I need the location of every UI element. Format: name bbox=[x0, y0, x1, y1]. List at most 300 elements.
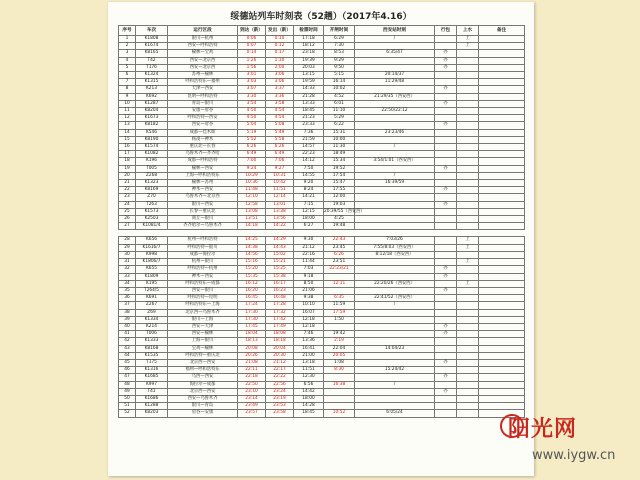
table-cell: 3:30 bbox=[238, 93, 266, 100]
table-cell: 1:30 bbox=[266, 57, 294, 64]
table-cell: 3:06 bbox=[266, 72, 294, 79]
table-cell: T264/5 bbox=[136, 287, 168, 294]
table-cell: 20:05 bbox=[324, 352, 355, 359]
table-cell bbox=[435, 43, 457, 50]
table-cell: 9:18 bbox=[294, 273, 324, 280]
table-cell: K8182 bbox=[136, 122, 168, 129]
table-cell bbox=[457, 374, 479, 381]
table-cell: 23:57 bbox=[238, 410, 266, 417]
table-cell: K1808 bbox=[136, 36, 168, 43]
table-cell: / bbox=[355, 302, 435, 309]
table-cell: 33 bbox=[119, 273, 136, 280]
table-cell bbox=[324, 374, 355, 381]
table-cell: 9:38 bbox=[294, 295, 324, 302]
table-row bbox=[119, 280, 525, 287]
table-cell: 19:03 bbox=[324, 201, 355, 208]
table-cell: K1686 bbox=[136, 395, 168, 402]
table-cell: 41 bbox=[119, 331, 136, 338]
table-cell: 乌西—西安 bbox=[168, 374, 238, 381]
table-cell: 15:47 bbox=[324, 180, 355, 187]
table-cell: 8:12/18（西安西） bbox=[355, 251, 435, 258]
table-cell: 18:00 bbox=[294, 216, 324, 223]
table-cell: 北京西—西安 bbox=[168, 359, 238, 366]
table-row bbox=[119, 367, 525, 374]
table-cell bbox=[435, 295, 457, 302]
table-cell: 12:00 bbox=[324, 194, 355, 201]
table-cell bbox=[457, 144, 479, 151]
table-cell: 6:01 bbox=[324, 100, 355, 107]
table-cell: 7:30 bbox=[324, 43, 355, 50]
table-row bbox=[119, 194, 525, 201]
table-cell: 7:03/26 bbox=[355, 237, 435, 244]
table-cell bbox=[457, 352, 479, 359]
table-cell: 办 bbox=[435, 374, 457, 381]
table-cell: 5:04 bbox=[238, 122, 266, 129]
table-cell: 8 bbox=[119, 86, 136, 93]
table-cell: 9 bbox=[119, 93, 136, 100]
table-cell bbox=[479, 316, 525, 323]
table-cell: 4:50 bbox=[238, 115, 266, 122]
table-cell: 福州—呼和浩特东 bbox=[168, 367, 238, 374]
table-cell: 西安—呼和浩特 bbox=[168, 43, 238, 50]
table-cell: 11:51 bbox=[266, 187, 294, 194]
table-cell: 23:14 bbox=[238, 395, 266, 402]
table-cell: K1673 bbox=[136, 115, 168, 122]
table-cell: 6:26 bbox=[238, 144, 266, 151]
table-cell: 16:23 bbox=[266, 287, 294, 294]
watermark-url: www.iygw.cn bbox=[532, 448, 616, 463]
col-header: 序号 bbox=[119, 26, 136, 36]
table-cell: 45 bbox=[119, 359, 136, 366]
table-cell: 23:58 bbox=[266, 410, 294, 417]
table-cell: 3 bbox=[119, 50, 136, 57]
table-cell: K1323 bbox=[136, 180, 168, 187]
table-cell: 呼和浩特东—成都 bbox=[168, 280, 238, 287]
table-cell: 13:51 bbox=[238, 216, 266, 223]
table-cell: 10 bbox=[119, 100, 136, 107]
table-cell: 16:17 bbox=[266, 280, 294, 287]
table-cell bbox=[457, 309, 479, 316]
table-cell: 22:43 bbox=[324, 237, 355, 244]
col-header: 运行区段 bbox=[168, 26, 238, 36]
table-cell: K692 bbox=[136, 93, 168, 100]
table-cell: 11:51 bbox=[294, 367, 324, 374]
table-cell: 22:56 bbox=[266, 381, 294, 388]
table-cell: 榆林—西安 bbox=[168, 165, 238, 172]
table-cell: T006 bbox=[136, 331, 168, 338]
table-cell bbox=[355, 273, 435, 280]
table-cell bbox=[479, 374, 525, 381]
table-cell: 齐齐哈尔—乌鲁木齐 bbox=[168, 223, 238, 230]
table-cell: 17:42 bbox=[266, 316, 294, 323]
table-row bbox=[119, 43, 525, 50]
table-row bbox=[119, 50, 525, 57]
table-cell bbox=[355, 115, 435, 122]
table-cell bbox=[479, 144, 525, 151]
table-cell: 11:44 bbox=[294, 259, 324, 266]
table-cell: / bbox=[355, 381, 435, 388]
table-cell bbox=[457, 165, 479, 172]
table-cell bbox=[479, 194, 525, 201]
table-cell: 15:20 bbox=[238, 266, 266, 273]
table-cell: 西安—北京西 bbox=[168, 64, 238, 71]
table-cell bbox=[355, 201, 435, 208]
table-cell: 3:54/1:01（西安西） bbox=[355, 158, 435, 165]
table-cell: Z70 bbox=[136, 194, 168, 201]
table-row bbox=[119, 403, 525, 410]
table-cell: 7:36 bbox=[294, 129, 324, 136]
table-cell: 16:41 bbox=[294, 345, 324, 352]
table-cell: 16:39/59 bbox=[355, 180, 435, 187]
table-cell bbox=[355, 136, 435, 143]
table-cell: K1685 bbox=[136, 374, 168, 381]
table-row bbox=[119, 129, 525, 136]
table-cell: 4:25 bbox=[324, 216, 355, 223]
table-cell: 14:28 bbox=[294, 403, 324, 410]
table-cell bbox=[435, 151, 457, 158]
table-cell: 昆明—呼和浩特 bbox=[168, 93, 238, 100]
table-cell bbox=[479, 151, 525, 158]
table-row bbox=[119, 309, 525, 316]
table-cell: 7:15 bbox=[294, 201, 324, 208]
table-cell: K1334 bbox=[136, 316, 168, 323]
table-cell bbox=[479, 309, 525, 316]
table-cell: 4:50 bbox=[238, 108, 266, 115]
table-cell bbox=[479, 122, 525, 129]
table-cell bbox=[355, 331, 435, 338]
table-cell: 西安—榆林 bbox=[168, 331, 238, 338]
table-cell bbox=[457, 115, 479, 122]
table-cell: 杭州—银川 bbox=[168, 259, 238, 266]
table-row bbox=[119, 93, 525, 100]
table-cell: 乌鲁木齐—齐齐哈 bbox=[168, 151, 238, 158]
table-cell bbox=[324, 395, 355, 402]
table-cell bbox=[479, 359, 525, 366]
table-cell: 上 bbox=[457, 36, 479, 43]
table-row bbox=[119, 374, 525, 381]
table-cell: 51 bbox=[119, 403, 136, 410]
table-cell: 23 bbox=[119, 194, 136, 201]
table-cell: 15:34 bbox=[324, 158, 355, 165]
table-cell: 7:00 bbox=[238, 158, 266, 165]
page-title: 绥德站列车时刻表（52趟）（2017年4.16） bbox=[230, 12, 412, 22]
table-cell bbox=[457, 316, 479, 323]
table-cell: 24 bbox=[119, 201, 136, 208]
table-cell bbox=[479, 57, 525, 64]
table-cell bbox=[435, 381, 457, 388]
table-cell: 呼和浩特—昆明 bbox=[168, 295, 238, 302]
gap-cell bbox=[119, 230, 525, 237]
table-cell bbox=[457, 57, 479, 64]
table-cell: 14:38 bbox=[238, 244, 266, 251]
table-cell bbox=[479, 43, 525, 50]
table-cell: 17:24 bbox=[238, 302, 266, 309]
table-cell: 8:24 bbox=[294, 187, 324, 194]
table-cell: 15:02 bbox=[266, 251, 294, 258]
table-cell: 20:39/55（西安西） bbox=[324, 208, 365, 214]
table-cell: 26 bbox=[119, 216, 136, 223]
table-cell bbox=[457, 172, 479, 179]
table-cell: 神木—西安 bbox=[168, 187, 238, 194]
table-cell: 6:49 bbox=[266, 151, 294, 158]
table-cell: 17:55 bbox=[324, 187, 355, 194]
table-cell: 5:58 bbox=[266, 136, 294, 143]
table-cell bbox=[479, 158, 525, 165]
table-cell bbox=[457, 338, 479, 345]
table-cell: K1809 bbox=[136, 273, 168, 280]
table-cell: 35 bbox=[119, 287, 136, 294]
table-cell bbox=[479, 338, 525, 345]
table-cell: 14:57 bbox=[294, 144, 324, 151]
table-row bbox=[119, 108, 525, 115]
table-cell bbox=[479, 79, 525, 86]
table-row bbox=[119, 323, 525, 330]
table-cell: 1:26 bbox=[238, 57, 266, 64]
table-cell: 17:28 bbox=[266, 302, 294, 309]
table-cell: 18:04 bbox=[238, 331, 266, 338]
table-cell: 9:24 bbox=[238, 165, 266, 172]
table-cell: 20:03 bbox=[294, 64, 324, 71]
col-header: 发出（新） bbox=[266, 26, 294, 36]
table-cell: K1082 bbox=[136, 151, 168, 158]
table-cell bbox=[457, 331, 479, 338]
table-cell bbox=[457, 201, 479, 208]
table-cell: Z267 bbox=[136, 302, 168, 309]
table-cell bbox=[479, 367, 525, 374]
table-row bbox=[119, 316, 525, 323]
table-cell bbox=[435, 194, 457, 201]
table-cell: 西安—银川 bbox=[168, 287, 238, 294]
table-cell: 10:36 bbox=[238, 180, 266, 187]
table-cell: 5:08 bbox=[266, 122, 294, 129]
table-cell: 22:23 bbox=[294, 151, 324, 158]
table-cell: 3:58 bbox=[266, 100, 294, 107]
table-cell: 银川—青岛 bbox=[168, 403, 238, 410]
table-cell: 23:45 bbox=[324, 244, 355, 251]
table-cell: 0:07 bbox=[238, 43, 266, 50]
table-cell: 15:31 bbox=[324, 129, 355, 136]
table-cell bbox=[435, 144, 457, 151]
table-cell: 20:04 bbox=[266, 345, 294, 352]
table-row bbox=[119, 331, 525, 338]
table-cell: 上海—银川 bbox=[168, 338, 238, 345]
table-cell bbox=[457, 403, 479, 410]
table-cell bbox=[435, 136, 457, 143]
table-cell: 2:19 bbox=[324, 338, 355, 345]
table-cell bbox=[355, 194, 435, 201]
table-cell: 12:18 bbox=[294, 323, 324, 330]
table-cell bbox=[479, 273, 525, 280]
table-cell: K1316 bbox=[136, 367, 168, 374]
table-cell: 13:33 bbox=[294, 100, 324, 107]
table-cell: 19 bbox=[119, 165, 136, 172]
table-row bbox=[119, 136, 525, 143]
table-cell bbox=[479, 129, 525, 136]
table-cell: 23:23/46 bbox=[355, 129, 435, 136]
table-cell: K1081/4 bbox=[136, 223, 168, 230]
table-cell: 12:15 bbox=[294, 208, 324, 215]
table-cell: 8:53 bbox=[324, 50, 355, 57]
table-cell: 52 bbox=[119, 410, 136, 417]
table-cell bbox=[324, 287, 355, 294]
table-cell bbox=[435, 108, 457, 115]
table-cell: K1574 bbox=[136, 144, 168, 151]
table-cell: 5:49 bbox=[266, 129, 294, 136]
table-cell: 3:36 bbox=[266, 93, 294, 100]
table-cell: 10:02 bbox=[324, 86, 355, 93]
table-cell: 17 bbox=[119, 151, 136, 158]
table-cell bbox=[457, 158, 479, 165]
table-cell: 14:12 bbox=[294, 158, 324, 165]
table-cell: 办 bbox=[435, 273, 457, 280]
table-row bbox=[119, 302, 525, 309]
table-cell: 16:45 bbox=[238, 295, 266, 302]
table-cell: K8204 bbox=[136, 108, 168, 115]
table-cell: 16:12 bbox=[238, 280, 266, 287]
table-cell: 32 bbox=[119, 266, 136, 273]
table-cell: 9:29 bbox=[324, 57, 355, 64]
table-cell bbox=[479, 381, 525, 388]
table-row bbox=[119, 359, 525, 366]
table-cell: K8203 bbox=[136, 410, 168, 417]
table-cell bbox=[479, 223, 525, 230]
table-row bbox=[119, 208, 525, 215]
col-header: 西安站时刻 bbox=[355, 26, 435, 36]
table-row bbox=[119, 410, 525, 417]
table-cell: 21:06 bbox=[294, 287, 324, 294]
table-cell bbox=[457, 129, 479, 136]
table-cell bbox=[457, 216, 479, 223]
table-cell: 18:08 bbox=[266, 331, 294, 338]
table-cell bbox=[457, 194, 479, 201]
table-cell bbox=[479, 266, 525, 273]
table-cell: 22:23/21 bbox=[324, 266, 355, 273]
table-cell: 6:35/47 bbox=[355, 50, 435, 57]
table-cell: 7:06 bbox=[266, 158, 294, 165]
table-row bbox=[119, 295, 525, 302]
table-cell: 11:10 bbox=[324, 108, 355, 115]
table-cell: 杨凌—神木 bbox=[168, 136, 238, 143]
table-cell: 长春—重庆北 bbox=[168, 208, 238, 215]
table-cell: 14:42 bbox=[294, 388, 324, 395]
table-cell: Z268 bbox=[136, 172, 168, 179]
table-cell: 成都—佳木斯 bbox=[168, 129, 238, 136]
table-cell: 12:18 bbox=[294, 316, 324, 323]
table-cell bbox=[479, 251, 525, 258]
table-cell bbox=[435, 338, 457, 345]
table-cell: 上 bbox=[457, 244, 479, 251]
table-cell: 杭州—呼和浩特 bbox=[168, 237, 238, 244]
table-cell: 北京西—西安 bbox=[168, 388, 238, 395]
table-cell: K214 bbox=[136, 323, 168, 330]
table-cell bbox=[355, 100, 435, 107]
table-cell: 22:16 bbox=[294, 251, 324, 258]
table-cell bbox=[435, 302, 457, 309]
table-cell: 7:46 bbox=[294, 331, 324, 338]
table-cell: K691 bbox=[136, 295, 168, 302]
table-cell: 43 bbox=[119, 345, 136, 352]
table-cell: 商丘—银川 bbox=[168, 216, 238, 223]
table-cell: 办 bbox=[435, 331, 457, 338]
table-cell bbox=[457, 381, 479, 388]
table-cell bbox=[479, 108, 525, 115]
table-cell: T42 bbox=[136, 57, 168, 64]
table-cell: 22:22 bbox=[266, 374, 294, 381]
table-row bbox=[119, 122, 525, 129]
table-cell: 18:45 bbox=[294, 108, 324, 115]
table-cell: 7 bbox=[119, 79, 136, 86]
table-cell bbox=[435, 309, 457, 316]
table-cell: 13:38 bbox=[266, 208, 294, 215]
table-cell bbox=[457, 295, 479, 302]
table-cell: 6:05/24 bbox=[355, 410, 435, 417]
table-cell: 4:54 bbox=[266, 115, 294, 122]
table-cell: K656 bbox=[136, 237, 168, 244]
table-cell: 12:58 bbox=[238, 201, 266, 208]
table-cell: 19:42 bbox=[324, 331, 355, 338]
table-cell bbox=[479, 100, 525, 107]
table-cell: / bbox=[355, 172, 435, 179]
table-cell bbox=[479, 72, 525, 79]
table-cell: K8165 bbox=[136, 50, 168, 57]
table-cell: 宝鸡—榆林 bbox=[168, 345, 238, 352]
table-cell: 0:10 bbox=[266, 36, 294, 43]
table-cell: 22:20/26（西安西） bbox=[355, 280, 435, 287]
table-cell: K997 bbox=[136, 381, 168, 388]
table-row bbox=[119, 244, 525, 251]
table-cell bbox=[457, 266, 479, 273]
table-cell: 银川—上海 bbox=[168, 316, 238, 323]
table-cell: 14 bbox=[119, 129, 136, 136]
table-cell: 17:59 bbox=[324, 309, 355, 316]
table-cell: / bbox=[355, 144, 435, 151]
table-cell bbox=[479, 201, 525, 208]
table-cell bbox=[435, 158, 457, 165]
table-cell: 6:26 bbox=[324, 251, 355, 258]
table-cell: 10:00 bbox=[324, 136, 355, 143]
table-cell: 办 bbox=[435, 266, 457, 273]
table-cell: 12:30 bbox=[294, 374, 324, 381]
table-cell: 21:08 bbox=[238, 359, 266, 366]
table-cell: 19:39 bbox=[294, 57, 324, 64]
table-cell: 6 bbox=[119, 72, 136, 79]
table-cell: 北京西—乌鲁木齐 bbox=[168, 309, 238, 316]
table-cell bbox=[435, 72, 457, 79]
table-cell bbox=[479, 187, 525, 194]
table-row bbox=[119, 86, 525, 93]
table-cell: 20:26 bbox=[238, 352, 266, 359]
table-cell: 21 bbox=[119, 180, 136, 187]
table-cell: 0:17 bbox=[266, 50, 294, 57]
table-cell: 23:33 bbox=[294, 122, 324, 129]
table-cell bbox=[435, 237, 457, 244]
table-cell: 15:38 bbox=[266, 273, 294, 280]
table-cell: 办 bbox=[435, 287, 457, 294]
table-cell: 22:11 bbox=[238, 367, 266, 374]
table-cell bbox=[435, 403, 457, 410]
table-cell: 13:08 bbox=[238, 208, 266, 215]
table-cell: 成都—海拉尔 bbox=[168, 251, 238, 258]
table-cell: 14:55 bbox=[294, 172, 324, 179]
table-cell: 15:25 bbox=[266, 266, 294, 273]
table-cell: 5:52 bbox=[238, 136, 266, 143]
table-cell: 上 bbox=[457, 280, 479, 287]
table-cell bbox=[355, 64, 435, 71]
table-cell: 办 bbox=[435, 323, 457, 330]
table-cell: K1674 bbox=[136, 43, 168, 50]
table-cell bbox=[355, 57, 435, 64]
table-cell bbox=[355, 259, 435, 266]
